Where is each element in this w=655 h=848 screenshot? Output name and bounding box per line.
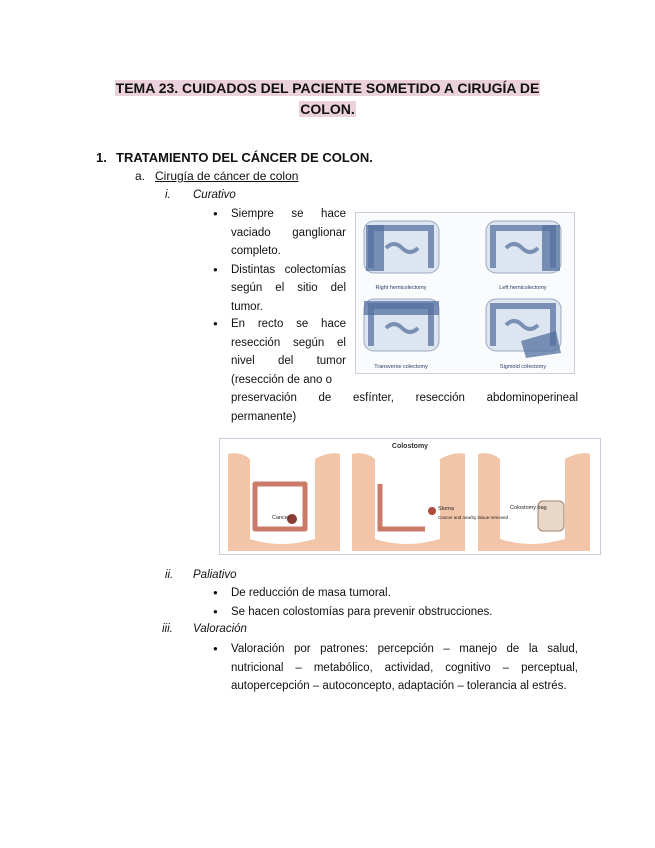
item-i-title: Curativo [193,189,236,201]
list-item: ● Distintas colectomías según el sitio del tumor. [231,261,346,317]
title-line-1: TEMA 23. CUIDADOS DEL PACIENTE SOMETIDO A CIRUGÍA DE [115,80,540,96]
right-hemicolectomy-illustration [364,221,439,273]
sigmoid-colectomy-illustration [486,299,561,358]
title-line-2: COLON. [300,101,355,117]
transverse-colectomy-label: Transverse colectomy [374,364,428,370]
subsection-a-label: a. [135,169,146,183]
section-heading [96,150,373,165]
curativo-list-top [231,205,346,316]
list-item-continued: preservación de esfínter, resección abdominoperineal [231,392,578,404]
list-item [213,315,346,389]
item-iii-heading [162,623,247,635]
item-ii-label: ii. [165,569,174,581]
valoracion-list [231,640,578,696]
list-item-continued-2: permanente) [231,410,297,423]
colostomy-figure [219,438,601,555]
subsection-a-title: Cirugía de cáncer de colon [155,169,299,183]
colostomy-figure-title: Colostomy [391,443,429,450]
item-ii-heading [165,569,236,581]
left-hemicolectomy-label: Left hemicolectomy [499,285,547,291]
item-iii-label: iii. [162,623,173,635]
item-ii-title: Paliativo [193,569,237,581]
colectomy-figure [355,212,575,374]
document-title [0,78,655,120]
paliativo-list [231,584,578,621]
right-hemicolectomy-label: Right hemicolectomy [375,285,427,291]
item-i-label: i. [165,189,171,201]
stoma-label: Stoma [438,506,454,512]
list-item: ● Se hacen colostomías para prevenir obstrucciones. [231,603,578,622]
sigmoid-colectomy-label: Sigmoid colectomy [499,364,547,370]
item-iii-title: Valoración [193,623,247,635]
section-title: TRATAMIENTO DEL CÁNCER DE COLON. [116,150,373,165]
list-item: ● Valoración por patrones: percepción – manejo de la salud, nutricional – metabólico, actividad, cognitivo – perceptual, autopercepción – autoconcepto, adaptación – tolerancia al estrés. [231,640,578,696]
list-item: ● De reducción de masa tumoral. [231,584,578,603]
transverse-colectomy-illustration [364,299,439,351]
colostomy-bag-label: Colostomy bag [510,505,547,511]
list-item: ● Siempre se hace vaciado ganglionar completo. [231,205,346,261]
subsection-a [135,169,298,183]
bullet-icon: ● [213,319,218,328]
section-number: 1. [96,150,107,165]
cancer-label: Cancer [272,515,290,521]
list-item-text-part-1: En recto se hace resección según el nivel del tumor (resección de ano o [231,318,346,386]
item-i-heading [165,189,236,201]
left-hemicolectomy-illustration [486,221,561,273]
cancer-removed-label: Cancer and nearby tissue removed [438,515,509,520]
